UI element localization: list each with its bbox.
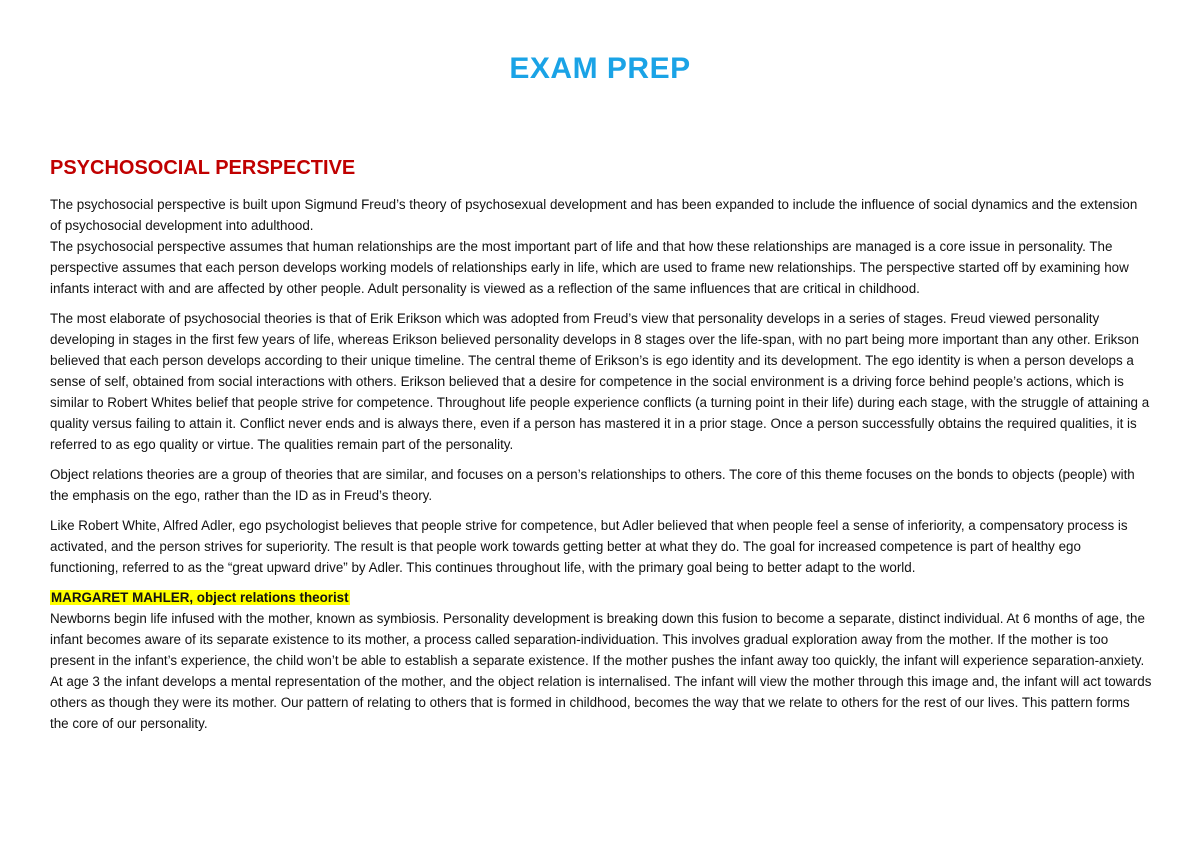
page-title: EXAM PREP [509,52,691,85]
paragraph-object-relations: Object relations theories are a group of theories that are similar, and focuses on a person’s relationships to others. The core of this theme focuses on the bonds to objects (people) with the emphasis on the ego, rather than the ID as in Freud’s theory. [50,467,1135,503]
section-heading-psychosocial: PSYCHOSOCIAL PERSPECTIVE [50,157,356,179]
paragraph-adler: Like Robert White, Alfred Adler, ego psychologist believes that people strive for competence, but Adler believed that when people feel a sense of inferiority, a compensatory process is activated, and the person strives for superiority. The result is that people work towards getting better at what they do. The goal for increased competence is part of healthy ego functioning, referred to as the “great upward drive” by Adler. This continues throughout life, with the primary goal being to better adapt to the world. [50,518,1128,575]
paragraph-mahler: Newborns begin life infused with the mother, known as symbiosis. Personality development is breaking down this fusion to become a separate, distinct individual. At 6 months of age, the infant becomes aware of its separate existence to its mother, a process called separation-individuation. This involves gradual exploration away from the mother. If the mother is too present in the infant’s experience, the child won’t be able to establish a separate existence. If the mother pushes the infant away too quickly, the infant will experience separation-anxiety. At age 3 the infant develops a mental representation of the mother, and the object relation is internalised. The infant will view the mother through this image and, the infant will act towards others as though they were its mother. Our pattern of relating to others that is formed in childhood, becomes the way that we relate to others for the rest of our lives. This pattern forms the core of our personality. [50,611,1152,731]
paragraph-relationships: The psychosocial perspective assumes that human relationships are the most important part of life and that how these relationships are managed is a core issue in personality. The perspective assumes that each person develops working models of relationships early in life, which are used to frame new relationships. The perspective started off by examining how infants interact with and are affected by other people. Adult personality is viewed as a reflection of the same influences that are critical in childhood. [50,239,1129,296]
paragraph-erikson: The most elaborate of psychosocial theories is that of Erik Erikson which was adopted from Freud’s view that personality develops in a series of stages. Freud viewed personality developing in stages in the first few years of life, whereas Erikson believed personality develops in 8 stages over the life-span, with no part being more important than any other. Erikson believed that each person develops according to their unique timeline. The central theme of Erikson’s is ego identity and its development. The ego identity is when a person develops a sense of self, obtained from social interactions with others. Erikson believed that a desire for competence in the social environment is a driving force behind people’s actions, which is similar to Robert Whites belief that people strive for competence. Throughout life people experience conflicts (a turning point in their life) during each stage, with the struggle of attaining a quality versus failing to attain it. Conflict never ends and is always there, even if a person has mastered it in a prior stage. Once a person successfully obtains the required qualities, it is referred to as ego quality or virtue. The qualities remain part of the personality. [50,311,1150,452]
mahler-heading: MARGARET MAHLER, object relations theorist [51,590,349,605]
paragraph-intro: The psychosocial perspective is built upon Sigmund Freud’s theory of psychosexual development and has been expanded to include the influence of social dynamics and the extension of psychosocial development into adulthood. [50,197,1138,233]
mahler-heading-row [50,588,1152,608]
document-body [50,154,1152,734]
